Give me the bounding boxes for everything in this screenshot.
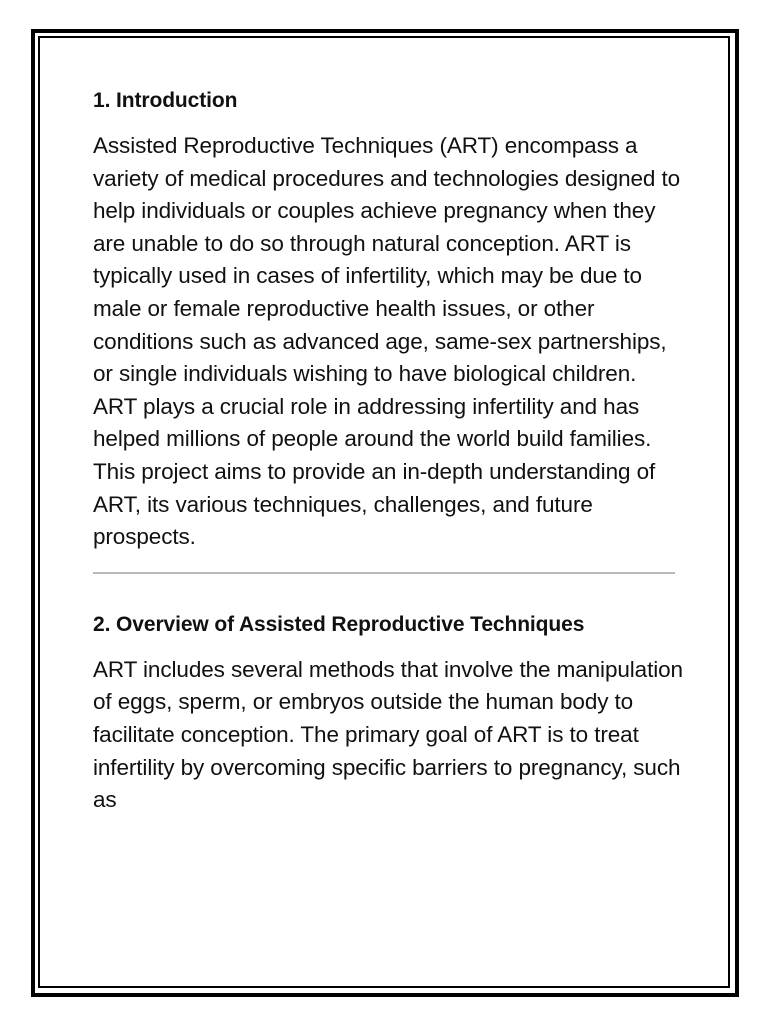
document-content xyxy=(93,86,683,817)
section-overview xyxy=(93,610,683,817)
section-paragraph: ART includes several methods that involve the manipulation of eggs, sperm, or embryos outside the human body to facilitate conception. The primary goal of ART is to treat infertility by overcoming specific barriers to pregnancy, such as xyxy=(93,656,683,813)
section-divider xyxy=(93,572,675,574)
section-paragraph: Assisted Reproductive Techniques (ART) encompass a variety of medical procedures and technologies designed to help individuals or couples achieve pregnancy when they are unable to do so through natural conception. ART is typically used in cases of infertility, which may be due to male or female reproductive health issues, or other conditions such as advanced age, same-sex partnerships, or single individuals wishing to have biological children. ART plays a crucial role in addressing infertility and has helped millions of people around the world build families. This project aims to provide an in-depth understanding of ART, its various techniques, challenges, and future prospects. xyxy=(93,133,681,550)
section-heading: 1. Introduction xyxy=(93,89,238,112)
section-heading: 2. Overview of Assisted Reproductive Techniques xyxy=(93,612,585,636)
section-introduction xyxy=(93,86,683,554)
